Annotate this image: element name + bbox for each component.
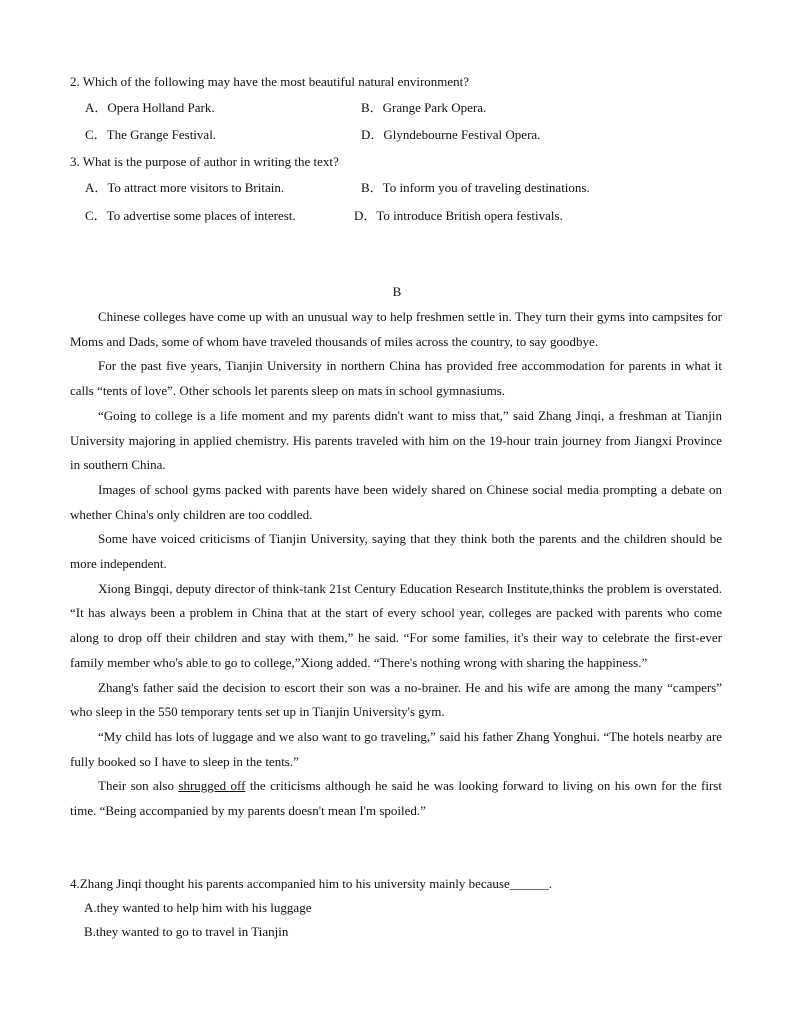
paragraph-9-rest: the criticisms although he said he was looking forward to living on his own for the first time. “Being accompanied by my parents doesn't mean I'm spoiled.” bbox=[70, 778, 722, 819]
question-4-stem: 4.Zhang Jinqi thought his parents accompanied him to his university mainly because______. bbox=[70, 876, 552, 891]
question-3-option-b: B．To inform you of traveling destinations. bbox=[361, 180, 590, 195]
passage-paragraph-1: Chinese colleges have come up with an unusual way to help freshmen settle in. They turn their gyms into campsites for Moms and Dads, some of whom have traveled thousands of miles across the country, to say goodbye. bbox=[70, 309, 722, 349]
passage-paragraph-5: Some have voiced criticisms of Tianjin University, saying that they think both the parents and the children should be more independent. bbox=[70, 531, 722, 572]
question-4-option-a: A.they wanted to help him with his luggage bbox=[84, 900, 312, 915]
question-2-option-b: B．Grange Park Opera. bbox=[361, 100, 487, 115]
passage-paragraph-8: “My child has lots of luggage and we also want to go traveling,” said his father Zhang Yonghui. “The hotels nearby are fully booked so I have to sleep in the tents.” bbox=[70, 728, 722, 769]
passage-paragraph-3: “Going to college is a life moment and my parents didn't want to miss that,” said Zhang Jinqi, a freshman at Tianjin University majoring in applied chemistry. His parents traveled with him on the 19-hour train journey from Jiangxi Province in southern China. bbox=[70, 407, 722, 473]
underlined-phrase: shrugged off bbox=[178, 778, 246, 794]
question-2-option-d: D．Glyndebourne Festival Opera. bbox=[361, 127, 541, 142]
passage-paragraph-2: For the past five years, Tianjin University in northern China has provided free accommodation for parents in what it calls “tents of love”. Other schools let parents sleep on mats in school gymnasiums. bbox=[70, 358, 722, 399]
question-3-option-d: D．To introduce British opera festivals. bbox=[354, 208, 563, 223]
question-3-option-c: C．To advertise some places of interest. bbox=[85, 208, 296, 223]
question-2-option-c: C．The Grange Festival. bbox=[85, 127, 217, 142]
paragraph-9-lead: Their son also bbox=[98, 778, 179, 794]
passage-paragraph-4: Images of school gyms packed with parents have been widely shared on Chinese social media prompting a debate on whether China's only children are too coddled. bbox=[70, 481, 722, 522]
passage-paragraph-9 bbox=[70, 774, 722, 823]
question-3-stem: 3. What is the purpose of author in writing the text? bbox=[70, 154, 339, 169]
question-2-option-a: A．Opera Holland Park. bbox=[85, 100, 215, 115]
passage-paragraph-7: Zhang's father said the decision to escort their son was a no-brainer. He and his wife are among the many “campers” who sleep in the 550 temporary tents set up in Tianjin University's gym. bbox=[70, 679, 722, 720]
question-4-option-b: B.they wanted to go to travel in Tianjin bbox=[84, 924, 289, 939]
question-2-stem: 2. Which of the following may have the most beautiful natural environment? bbox=[70, 74, 470, 89]
passage-body bbox=[70, 305, 722, 824]
passage-label: B bbox=[392, 284, 402, 299]
question-3-option-a: A．To attract more visitors to Britain. bbox=[85, 180, 285, 195]
passage-paragraph-6: Xiong Bingqi, deputy director of think-tank 21st Century Education Research Institute,thinks the problem is overstated. “It has always been a problem in China that at the start of every school year, colleges are packed with parents who come along to drop off their children and stay with them,” he said. “For some families, it's their way to celebrate the first-ever family member who's able to go to college,”Xiong added. “There's nothing wrong with sharing the happiness.” bbox=[70, 580, 722, 670]
